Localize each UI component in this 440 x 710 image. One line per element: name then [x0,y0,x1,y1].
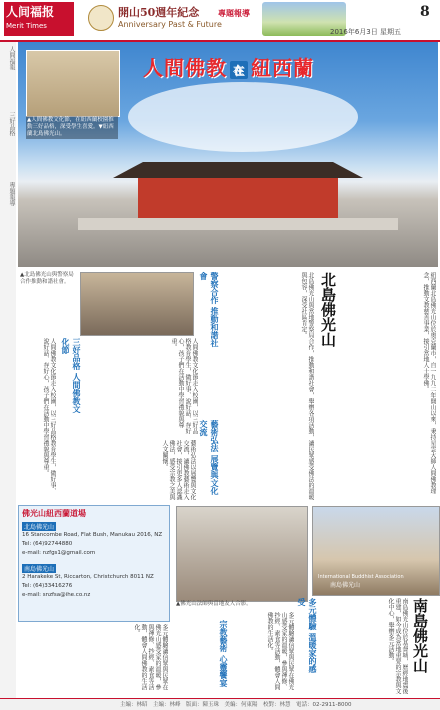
info-south-phone: Tel: (64)33416276 [22,583,73,589]
group-caption: ▲佛光山法師與當地友人合影。 [176,601,252,607]
page-number: 8 [420,4,430,20]
article-column: 多元體驗讓信眾與民眾在佛光山感受家的溫暖，參與禪修、抄經、素食等活動，體會人間佛教的生活化。 [133,624,168,690]
subhead-south-art: 宗教藝術 心靈饗宴 [219,620,228,687]
logo-subtitle: Merit Times [6,22,47,30]
article-column: 人間佛教文化節走入校園，以三好品格教育學生，做好事、說好話、存好心，孩子們在活動中學習禮貌與尊重。 [42,338,56,494]
article-column: 藝術弘法以展覽與文化交流，讓佛教藝術走入社會，接引更多人認識佛法，感受宗教之美與人文關懷。 [161,440,196,500]
south-building-sign: 南島佛光山 [330,582,361,589]
left-rail [0,42,16,709]
anniversary-subtitle: Anniversary Past & Future [118,20,222,29]
south-heading: 南島佛光山 [411,598,429,673]
south-photo-sign: International Buddhist Association [318,574,404,580]
title-left: 人間佛教 [143,56,227,80]
subhead-multi: 多元體驗 溫暖家的感受 [297,598,317,673]
info-south-label: 南島佛光山 [24,566,55,573]
article-column: 紐西蘭北島佛光山位於奧克蘭市，自一九九二年開山以來，秉持星雲大師人間佛教理念，推動文教慈善事業，接引當地人士學佛。 [422,272,436,494]
anniversary-seal-icon [88,5,114,31]
subhead-school: 三好品格 人間佛教文化節 [61,338,81,413]
info-north-email: e-mail: nzfgs1@gmail.com [22,550,96,556]
info-north-address: 16 Stancombe Road, Flat Bush, Manukau 2016, NZ [22,532,163,538]
info-north-phone: Tel: (64)92744880 [22,541,73,547]
title-right: 紐西蘭 [251,56,314,80]
article-column: 人間佛教文化節走入校園，以三好品格教育學生，做好事、說好話、存好心，孩子們在活動中學習禮貌與尊重。 [170,338,198,434]
inset-caption: ▲人間佛教文化節，在紐西蘭校園推動三好品格，深受學生喜愛。▼紐西蘭北島佛光山。 [26,116,118,139]
temple-base [78,218,398,230]
info-title: 佛光山紐西蘭道場 [22,509,86,518]
police-photo [80,272,194,336]
rail-item: 三好品格 [8,112,15,136]
police-caption: ▲北島佛光山與警察局合作推動和諧社會。 [20,272,74,285]
hero-photo [18,42,438,267]
north-heading: 北島佛光山 [319,272,337,347]
group-photo [176,506,308,602]
subhead-art: 藝術弘法 展覽與文化交流 [199,420,219,495]
article-column: 南島佛光山位於基督城，歷經地震後重建，如今成為當地重要的宗教與文化中心，舉辦多元活動。 [387,598,408,694]
article-column: 多元體驗讓信眾與民眾在佛光山感受家的溫暖，參與禪修、抄經、素食等活動，體會人間佛教的生活化。 [266,612,294,690]
inset-photo [26,50,120,117]
info-south-email: e-mail: snzfsa@ihe.co.nz [22,592,91,598]
logo-title: 人间福报 [6,5,55,19]
cloud-shape [128,82,358,152]
hero-title [143,52,314,81]
temple-roof [113,162,363,178]
title-connector: 在 [230,61,248,79]
anniversary-title: 開山50週年紀念 [118,6,200,19]
temple-hall [138,178,338,218]
footer-credits: 主編：林昭 主編：林峰 版面：陳玉珠 美編：何東陽 校對：林慧 電話：02-2911-8000 [120,702,352,708]
rail-item: 人間福報 [8,46,15,70]
rail-item: 專題報導 [8,182,15,206]
info-south-address: 2 Harakeke St, Riccarton, Christchurch 8011 NZ [22,574,154,580]
article-column: 北島佛光山與當地警察局合作，推動和諧社會，舉辦各項活動，讓民眾感受佛法的溫暖與包容，深受社區肯定。 [300,272,314,500]
subhead-police: 警察合作 推動和諧社會 [199,272,219,347]
info-north-label: 北島佛光山 [24,524,55,531]
section-tag: 專題報導 [218,9,250,18]
publication-date: 2016年6月3日 星期五 [330,28,401,36]
